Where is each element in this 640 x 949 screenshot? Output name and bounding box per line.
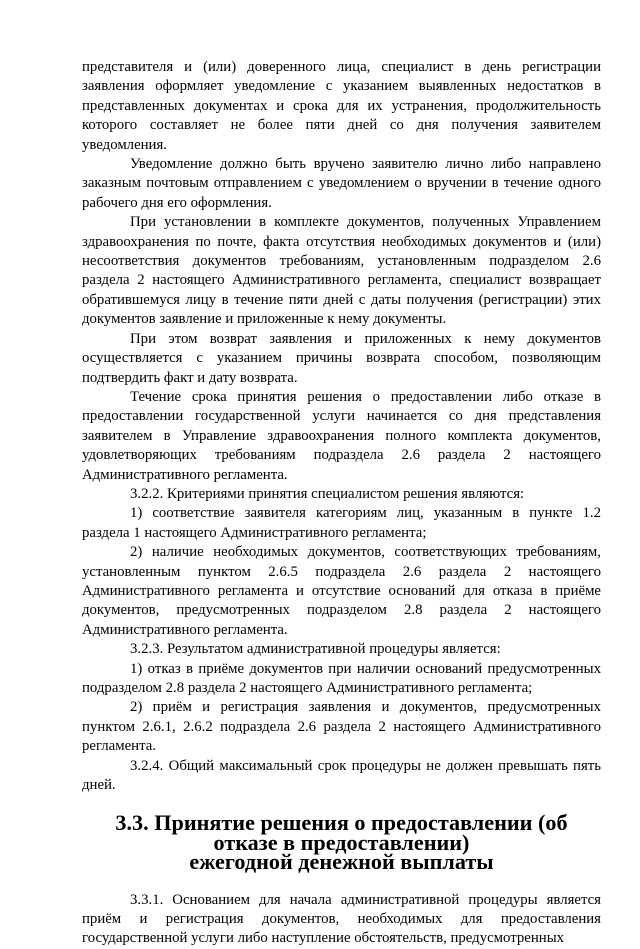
paragraph-0: представителя и (или) доверенного лица, специалист в день регистрации заявления оформляет уведомление с указанием выявленных недостатков в представленных документах и срока для их устранения, продолжительность которого составляет не более пяти дней со дня получения заявителем уведомления. — [82, 59, 601, 153]
paragraph-9: 1) отказ в приёме документов при наличии оснований предусмотренных подразделом 2.8 раздела 2 настоящего Административного регламента; — [82, 660, 601, 696]
paragraph-8: 3.2.3. Результатом административной процедуры является: — [130, 641, 501, 658]
paragraph-4: Течение срока принятия решения о предоставлении либо отказе в предоставлении государственной услуги начинается со дня представления заявителем в Управление здравоохранения полного комплекта документов, удовлетворяющих требованиям подраздела 2.6 раздела 2 настоящего Административного регламента. — [82, 388, 601, 483]
body-text-before — [82, 58, 601, 795]
section-heading-line-1: 3.3. Принятие решения о предоставлении (об отказе в предоставлении) — [115, 810, 568, 855]
paragraph-10: 2) приём и регистрация заявления и документов, предусмотренных пунктом 2.6.1, 2.6.2 подраздела 2.6 раздела 2 настоящего Административного регламента. — [82, 699, 601, 755]
paragraph-3: При этом возврат заявления и приложенных к нему документов осуществляется с указанием причины возврата способом, позволяющим подтвердить факт и дату возврата. — [82, 330, 601, 386]
section-heading — [82, 810, 601, 875]
paragraph-11: 3.2.4. Общий максимальный срок процедуры не должен превышать пять дней. — [82, 757, 601, 794]
paragraph-2: При установлении в комплекте документов, полученных Управлением здравоохранения по почте, факта отсутствия необходимых документов и (или) несоответствия документов требованиям, установленным подразделом 2.6 раздела 2 настоящего Административного регламента, специалист возвращает обратившемуся лицу в течение пяти дней с даты получения (регистрации) этих документов заявление и приложенные к нему документы. — [82, 214, 601, 328]
paragraph-1: Уведомление должно быть вручено заявителю лично либо направлено заказным почтовым отправлением с уведомлением о вручении в течение одного рабочего дня его оформления. — [82, 156, 601, 211]
paragraph-7: 2) наличие необходимых документов, соответствующих требованиям, установленным пунктом 2.6.5 подраздела 2.6 раздела 2 настоящего Административного регламента и отсутствие оснований для отказа в приёме документов, предусмотренных подразделом 2.8 раздела 2 настоящего Административного регламента. — [82, 544, 601, 638]
paragraph-after-0: 3.3.1. Основанием для начала административной процедуры является приём и регистрация документов, необходимых для предоставления государственной услуги либо наступление обстоятельств, предусмотренных — [82, 891, 601, 947]
section-heading-line-2: ежегодной денежной выплаты — [189, 849, 494, 875]
paragraph-5: 3.2.2. Критериями принятия специалистом решения являются: — [130, 485, 525, 502]
paragraph-6: 1) соответствие заявителя категориям лиц, указанным в пункте 1.2 раздела 1 настоящего Административного регламента; — [82, 505, 601, 541]
body-text-after — [82, 891, 601, 949]
